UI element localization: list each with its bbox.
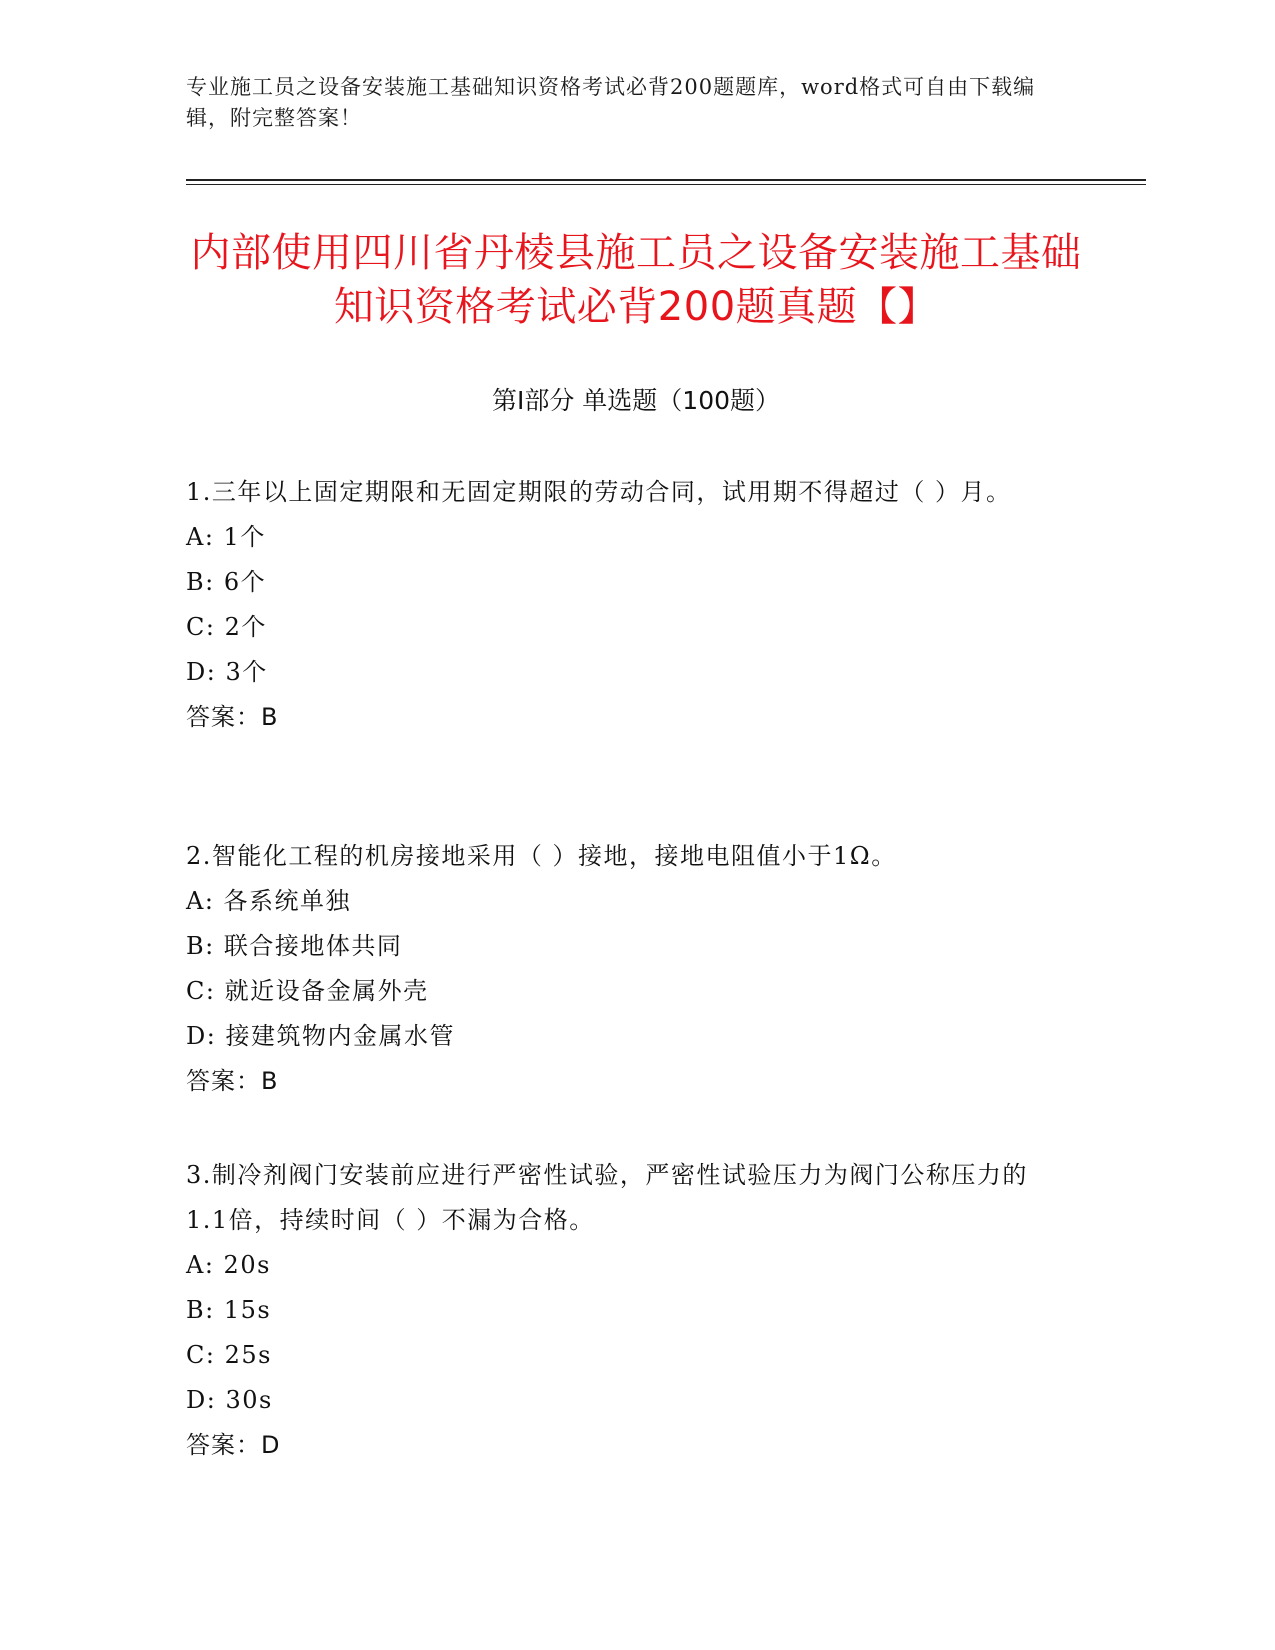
question-stem: 2.智能化工程的机房接地采用（ ）接地，接地电阻值小于1Ω。 <box>186 842 897 870</box>
section-title: 第I部分 单选题（100题） <box>491 386 781 415</box>
question-stem: 3.制冷剂阀门安装前应进行严密性试验，严密性试验压力为阀门公称压力的1.1倍，持续时间（ ）不漏为合格。 <box>186 1161 1028 1234</box>
option-c: C: 25s <box>186 1341 272 1369</box>
answer: 答案：B <box>186 703 279 731</box>
option-a: A: 各系统单独 <box>186 887 352 915</box>
header-divider-thick <box>186 179 1146 181</box>
document-title: 内部使用四川省丹棱县施工员之设备安装施工基础知识资格考试必背200题真题【】 <box>190 230 1082 330</box>
answer: 答案：D <box>186 1431 281 1459</box>
option-c: C: 就近设备金属外壳 <box>186 977 429 1005</box>
option-b: B: 15s <box>186 1296 272 1324</box>
option-c: C: 2个 <box>186 613 267 641</box>
option-d: D: 30s <box>186 1386 273 1414</box>
option-d: D: 接建筑物内金属水管 <box>186 1022 455 1050</box>
question-2 <box>186 834 1066 1104</box>
header-note: 专业施工员之设备安装施工基础知识资格考试必背200题题库，word格式可自由下载编辑，附完整答案！ <box>186 75 1036 130</box>
question-1 <box>186 470 1066 740</box>
option-d: D: 3个 <box>186 658 268 686</box>
question-3 <box>186 1153 1066 1468</box>
option-b: B: 6个 <box>186 568 267 596</box>
question-stem: 1.三年以上固定期限和无固定期限的劳动合同，试用期不得超过（ ）月。 <box>186 478 1012 506</box>
answer: 答案：B <box>186 1067 279 1095</box>
header-divider-thin <box>186 184 1146 185</box>
option-a: A: 1个 <box>186 523 266 551</box>
option-b: B: 联合接地体共同 <box>186 932 403 960</box>
option-a: A: 20s <box>186 1251 271 1279</box>
